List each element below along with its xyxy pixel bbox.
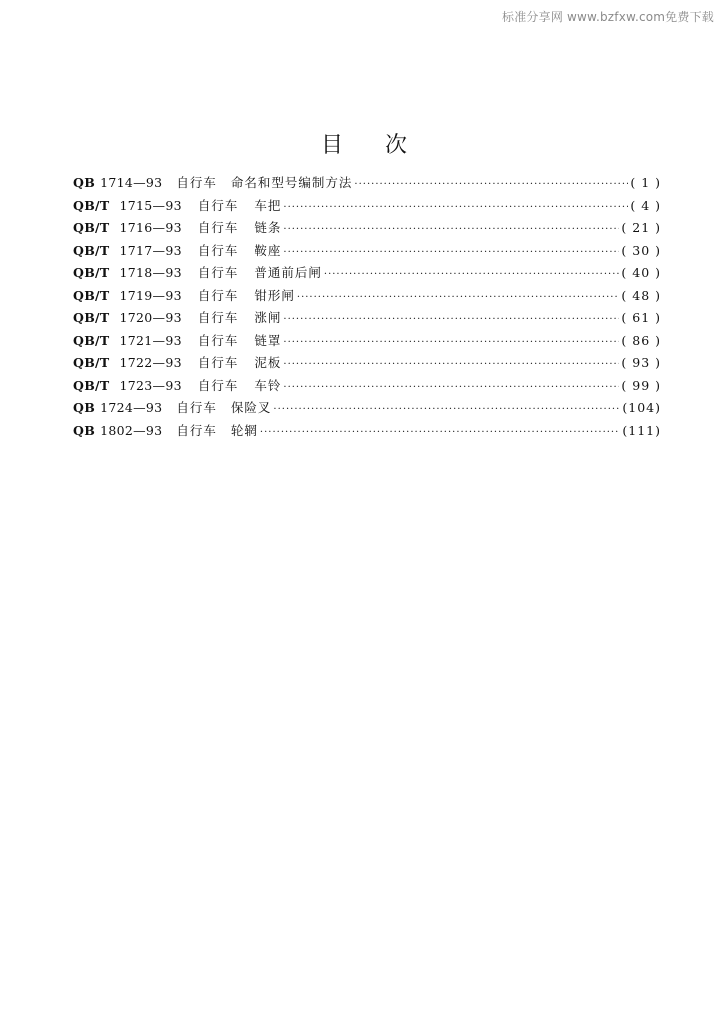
dot-leader bbox=[324, 264, 620, 287]
standard-number: 1719—93 bbox=[119, 287, 182, 303]
standard-name: 轮辋 bbox=[230, 422, 258, 438]
standard-number: 1723—93 bbox=[119, 377, 182, 393]
toc-entry bbox=[73, 375, 661, 398]
standard-name: 钳形闸 bbox=[254, 287, 295, 303]
page-number: ( 40 ) bbox=[621, 265, 661, 280]
toc-entry bbox=[73, 217, 661, 240]
standard-code: QB/T bbox=[73, 242, 110, 258]
watermark-text: 标准分享网 www.bzfxw.com免费下载 bbox=[502, 10, 714, 24]
standard-number: 1715—93 bbox=[119, 197, 182, 213]
standard-code: QB/T bbox=[73, 377, 110, 393]
standard-name: 命名和型号编制方法 bbox=[230, 175, 353, 190]
toc-entry bbox=[73, 172, 661, 195]
standard-name: 车铃 bbox=[254, 377, 282, 393]
page-number: ( 99 ) bbox=[621, 377, 661, 393]
standard-name: 链条 bbox=[254, 220, 282, 235]
dot-leader bbox=[283, 377, 619, 400]
toc-entry bbox=[73, 330, 661, 353]
standard-name: 保险叉 bbox=[230, 400, 272, 415]
standard-category: 自行车 bbox=[197, 265, 239, 280]
standard-name: 泥板 bbox=[254, 355, 282, 370]
standard-code: QB/T bbox=[73, 220, 110, 235]
page-title: 目次 bbox=[320, 133, 449, 158]
standard-category: 自行车 bbox=[197, 242, 239, 258]
standard-number: 1716—93 bbox=[119, 220, 182, 235]
dot-leader bbox=[283, 354, 619, 377]
standard-name: 链罩 bbox=[254, 332, 282, 348]
page-number: (104) bbox=[622, 400, 661, 415]
toc-entry bbox=[73, 285, 661, 308]
standard-name: 车把 bbox=[254, 197, 282, 213]
standard-name: 普通前后闸 bbox=[254, 265, 322, 280]
dot-leader bbox=[283, 197, 628, 220]
standard-category: 自行车 bbox=[197, 197, 239, 213]
standard-category: 自行车 bbox=[197, 310, 239, 325]
table-of-contents bbox=[73, 172, 661, 442]
page-number: ( 61 ) bbox=[621, 310, 661, 325]
standard-code: QB/T bbox=[73, 332, 110, 348]
standard-category: 自行车 bbox=[197, 287, 239, 303]
standard-number: 1714—93 bbox=[100, 175, 163, 190]
standard-code: QB/T bbox=[73, 265, 110, 280]
page-number: ( 21 ) bbox=[621, 220, 661, 235]
standard-number: 1721—93 bbox=[119, 332, 182, 348]
standard-category: 自行车 bbox=[176, 400, 217, 415]
standard-number: 1722—93 bbox=[119, 355, 182, 370]
dot-leader bbox=[260, 422, 620, 445]
dot-leader bbox=[283, 242, 619, 265]
page-number: ( 93 ) bbox=[621, 355, 661, 370]
standard-code: QB/T bbox=[73, 355, 110, 370]
standard-code: QB/T bbox=[73, 287, 110, 303]
standard-name: 涨闸 bbox=[254, 310, 282, 325]
standard-code: QB/T bbox=[73, 310, 110, 325]
dot-leader bbox=[283, 332, 619, 355]
standard-category: 自行车 bbox=[197, 355, 239, 370]
standard-code: QB bbox=[73, 422, 96, 438]
dot-leader bbox=[273, 399, 620, 422]
dot-leader bbox=[283, 309, 619, 332]
standard-code: QB bbox=[73, 400, 96, 415]
toc-entry bbox=[73, 307, 661, 330]
standard-number: 1720—93 bbox=[119, 310, 182, 325]
dot-leader bbox=[354, 174, 628, 197]
toc-entry bbox=[73, 420, 661, 443]
page-number: ( 86 ) bbox=[621, 332, 661, 348]
standard-number: 1717—93 bbox=[119, 242, 182, 258]
standard-category: 自行车 bbox=[176, 175, 217, 190]
standard-name: 鞍座 bbox=[254, 242, 282, 258]
standard-number: 1724—93 bbox=[100, 400, 163, 415]
standard-category: 自行车 bbox=[197, 332, 239, 348]
dot-leader bbox=[297, 287, 620, 310]
standard-category: 自行车 bbox=[197, 220, 239, 235]
toc-entry bbox=[73, 352, 661, 375]
standard-category: 自行车 bbox=[197, 377, 239, 393]
page-number: ( 4 ) bbox=[630, 197, 661, 213]
toc-entry bbox=[73, 262, 661, 285]
standard-code: QB bbox=[73, 175, 96, 190]
standard-number: 1802—93 bbox=[100, 422, 163, 438]
page-number: (111) bbox=[622, 422, 661, 438]
page-number: ( 48 ) bbox=[621, 287, 661, 303]
dot-leader bbox=[283, 219, 619, 242]
toc-entry bbox=[73, 240, 661, 263]
standard-category: 自行车 bbox=[176, 422, 217, 438]
standard-code: QB/T bbox=[73, 197, 110, 213]
page-number: ( 30 ) bbox=[621, 242, 661, 258]
standard-number: 1718—93 bbox=[119, 265, 182, 280]
toc-entry bbox=[73, 397, 661, 420]
toc-entry bbox=[73, 195, 661, 218]
page-number: ( 1 ) bbox=[630, 175, 661, 190]
